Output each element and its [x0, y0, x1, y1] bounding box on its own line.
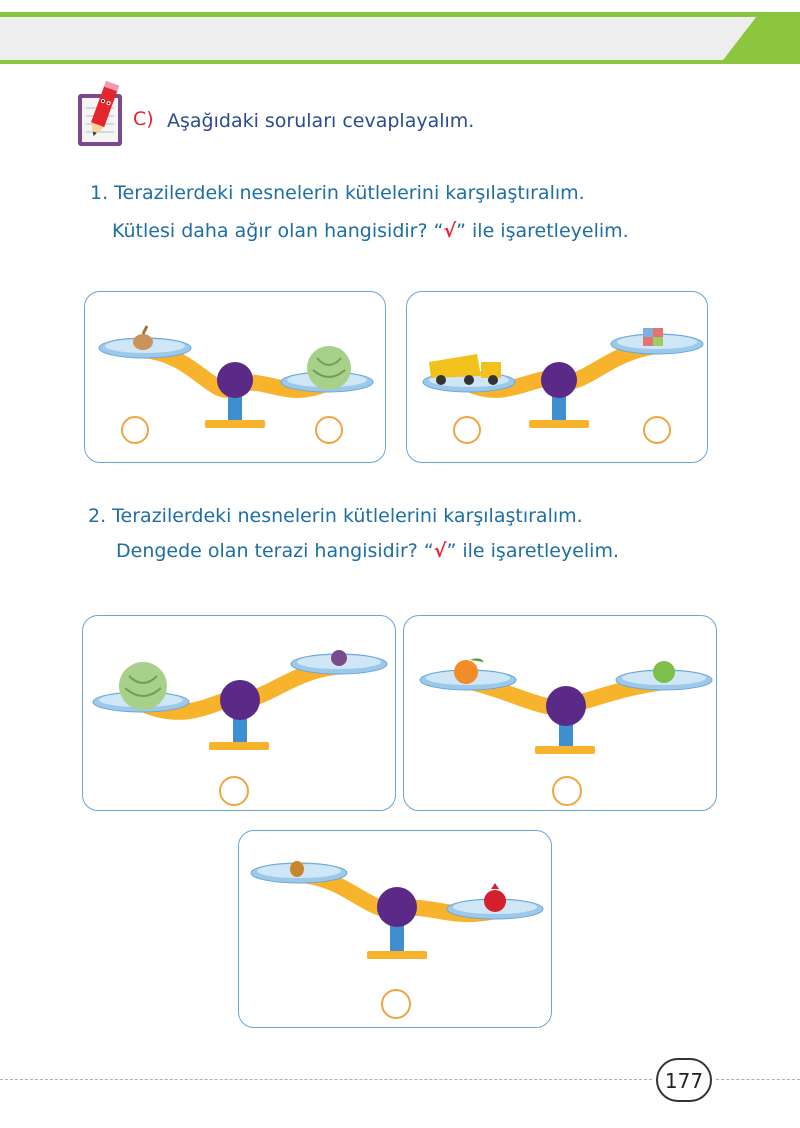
- onion-icon: [133, 326, 153, 350]
- cabbage-icon: [119, 662, 167, 710]
- scale-card-q2-a: [82, 615, 396, 811]
- answer-circle[interactable]: [643, 416, 671, 444]
- question-1-line-2: Kütlesi daha ağır olan hangisidir? “√” ile işaretleyelim.: [112, 220, 629, 242]
- check-mark: √: [433, 540, 447, 562]
- section-letter: C): [133, 108, 154, 130]
- check-mark: √: [443, 220, 457, 242]
- scale-card-q2-b: [403, 615, 717, 811]
- toy-cube-icon: [643, 328, 663, 346]
- fig-icon: [331, 650, 347, 666]
- scale-card-q1-a: [84, 291, 386, 463]
- header-banner: [0, 0, 800, 70]
- page-number: 177: [656, 1058, 712, 1102]
- answer-circle[interactable]: [121, 416, 149, 444]
- scale-card-q2-c: [238, 830, 552, 1028]
- question-2-line-2: Dengede olan terazi hangisidir? “√” ile işaretleyelim.: [116, 540, 619, 562]
- section-title: Aşağıdaki soruları cevaplayalım.: [167, 110, 475, 132]
- pomegranate-icon: [484, 883, 506, 912]
- footer-divider-right: [716, 1079, 800, 1080]
- scale-card-q1-b: [406, 291, 708, 463]
- dump-truck-icon: [429, 354, 501, 385]
- answer-circle[interactable]: [381, 989, 411, 1019]
- answer-circle[interactable]: [453, 416, 481, 444]
- pencil-notepad-icon: [74, 80, 130, 150]
- answer-circle[interactable]: [315, 416, 343, 444]
- question-2-line-1: 2. Terazilerdeki nesnelerin kütlelerini karşılaştıralım.: [88, 505, 583, 527]
- green-apple-icon: [653, 661, 675, 683]
- answer-circle[interactable]: [552, 776, 582, 806]
- walnut-icon: [290, 861, 304, 877]
- footer-divider-left: [0, 1079, 652, 1080]
- answer-circle[interactable]: [219, 776, 249, 806]
- cabbage-icon: [307, 346, 351, 390]
- question-1-line-1: 1. Terazilerdeki nesnelerin kütlelerini karşılaştıralım.: [90, 182, 585, 204]
